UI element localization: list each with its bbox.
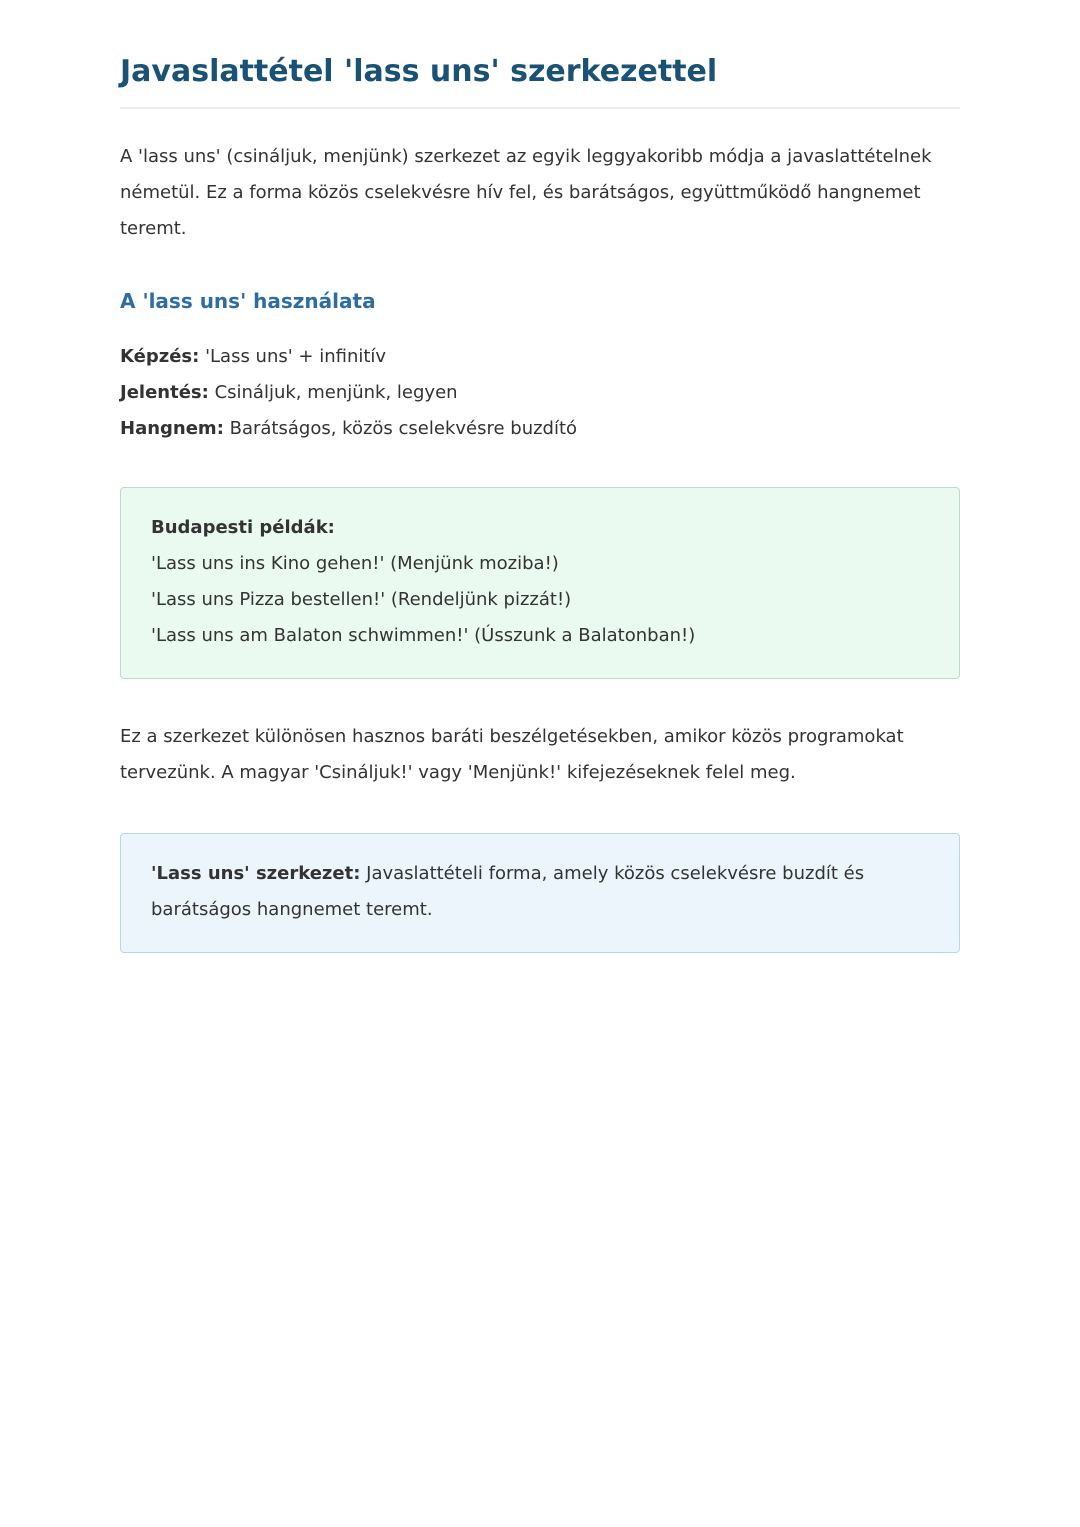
info-box — [120, 833, 960, 953]
example-box — [120, 487, 960, 679]
info-box-paragraph — [151, 856, 929, 928]
example-box-title — [151, 510, 929, 546]
page-title: Javaslattétel 'lass uns' szerkezettel — [120, 52, 960, 109]
definition-line-kepzes — [120, 339, 960, 375]
definition-label: Hangnem: — [120, 418, 224, 439]
definition-text: Csináljuk, menjünk, legyen — [214, 382, 458, 403]
definition-text: 'Lass uns' + infinitív — [205, 346, 387, 367]
section-heading: A 'lass uns' használata — [120, 289, 376, 313]
definition-text: Barátságos, közös cselekvésre buzdító — [229, 418, 578, 439]
example-item: 'Lass uns am Balaton schwimmen!' (Ússzunk a Balatonban!) — [151, 625, 696, 646]
example-item: 'Lass uns ins Kino gehen!' (Menjünk moziba!) — [151, 553, 559, 574]
definition-line-hangnem — [120, 411, 960, 447]
info-box-label: 'Lass uns' szerkezet: — [151, 863, 361, 884]
info-box-text: Javaslattételi forma, amely közös cselekvésre buzdít és barátságos hangnemet teremt. — [151, 863, 865, 920]
definition-label: Jelentés: — [120, 382, 209, 403]
example-box-title-text: Budapesti példák: — [151, 517, 335, 538]
usage-paragraph: Ez a szerkezet különösen hasznos baráti beszélgetésekben, amikor közös programokat tervezünk. A magyar 'Csináljuk!' vagy 'Menjünk!' kifejezéseknek felel meg. — [120, 726, 904, 783]
example-item: 'Lass uns Pizza bestellen!' (Rendeljünk pizzát!) — [151, 589, 572, 610]
definition-line-jelentes — [120, 375, 960, 411]
definition-list — [120, 339, 960, 447]
definition-label: Képzés: — [120, 346, 200, 367]
intro-paragraph: A 'lass uns' (csináljuk, menjünk) szerkezet az egyik leggyakoribb módja a javaslattételnek németül. Ez a forma közös cselekvésre hív fel, és barátságos, együttműködő hangnemet teremt. — [120, 146, 932, 239]
